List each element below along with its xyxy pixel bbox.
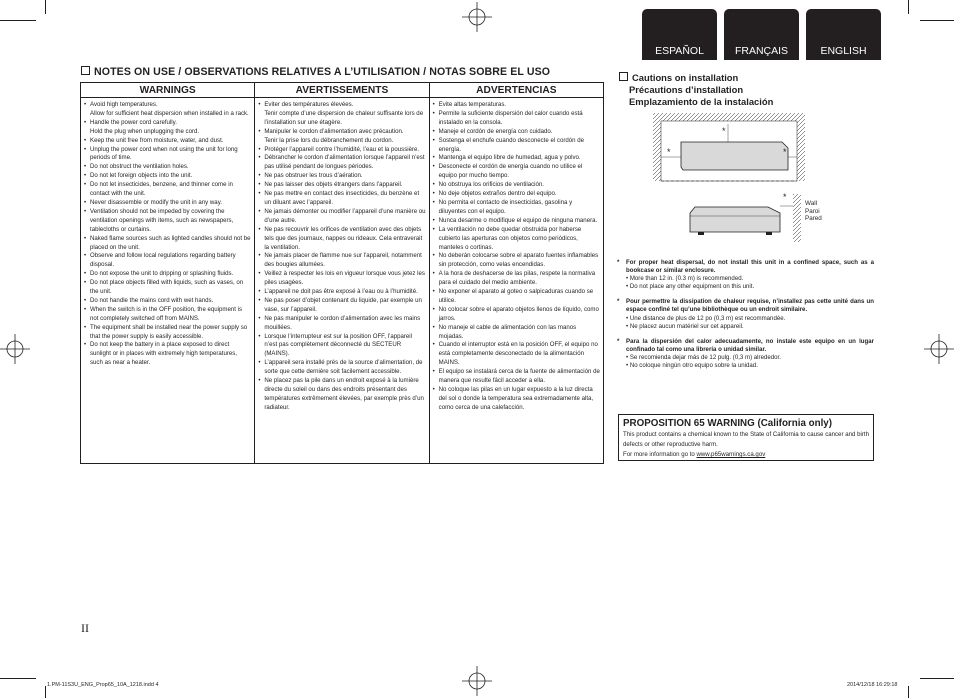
enclosure-wall [797,113,805,181]
list-item: • Cuando el interruptor está en la posición OFF, el equipo no está completamente desconectado de la alimentación MAINS. [433,341,600,368]
list-item: • Never disassemble or modify the unit in any way. [84,199,251,208]
installation-note-list [617,354,874,370]
tab-label: FRANÇAIS [734,45,789,57]
installation-notes [617,259,874,377]
enclosure-wall [653,113,661,181]
list-item: • Do not keep the battery in a place exposed to direct sunlight or in places with extremely high temperatures, such as near a heater. [84,341,251,368]
list-item: • Veillez à respecter les lois en vigueur lorsque vous jetez les piles usagées. [258,270,425,288]
list-item: • No obstruya los orificios de ventilación. [433,181,600,190]
list-item: • Permite la suficiente dispersión del calor cuando está instalado en la consola. [433,110,600,128]
list-item: • Sostenga el enchufe cuando desconecte el cordón de energía. [433,137,600,155]
avertissements-list [258,101,425,413]
advertencias-list [433,101,600,413]
checkbox-bullet-icon [81,66,90,75]
crop-mark [908,686,909,698]
list-item: • Do not handle the mains cord with wet hands. [84,297,251,306]
list-item: • No permita el contacto de insecticidas, gasolina y diluyentes con el equipo. [433,199,600,217]
list-item: • Se recomienda dejar más de 12 pulg. (0,3 m) alrededor. [626,354,874,362]
list-item: • Handle the power cord carefully. [84,119,251,128]
list-item: • Ne pas obstruer les trous d’aération. [258,172,425,181]
crop-mark [0,20,36,21]
list-item: • More than 12 in. (0.3 m) is recommended. [626,275,874,283]
tab-label: ESPAÑOL [655,45,704,57]
wall-labels [805,200,822,223]
list-item: • Desconecte el cordón de energía cuando no utilice el equipo por mucho tiempo. [433,163,600,181]
warnings-column [81,98,255,464]
installation-note-list [617,275,874,291]
list-item: • A la hora de deshacerse de las pilas, respete la normativa para el cuidado del medio ambiente. [433,270,600,288]
list-item: • Ne pas mettre en contact des insecticides, du benzène et un diluant avec l’appareil. [258,190,425,208]
prop65-link[interactable]: www.p65warnings.ca.gov [696,450,766,458]
crop-mark [920,20,954,21]
prop65-more-info: For more information go to [623,450,697,458]
list-item: • Do not obstruct the ventilation holes. [84,163,251,172]
list-item: • Avoid high temperatures. [84,101,251,110]
wall-label-es: Pared [805,215,822,222]
cautions-title-en: Cautions on installation [632,72,739,83]
notes-table [80,82,604,464]
clearance-asterisk: * [783,147,787,157]
note-lead-text: Pour permettre la dissipation de chaleur requise, n’installez pas cette unité dans un espace confiné tel qu’une bibliothèque ou un endroit similaire. [626,298,874,314]
tab-label: ENGLISH [820,45,867,57]
installation-note-list [617,315,874,331]
registration-mark-icon [462,2,492,32]
wall-label-en: Wall [805,200,818,207]
list-item: • No maneje el cable de alimentación con las manos mojadas. [433,324,600,342]
list-item: • L’appareil ne doit pas être exposé à l’eau ou à l’humidité. [258,288,425,297]
installation-note-lead [617,338,874,354]
list-item: Tenir la prise lors du débranchement du cordon. [264,136,394,144]
list-item: • Do not place any other equipment on this unit. [626,283,874,291]
avertissements-header: AVERTISSEMENTS [255,83,429,98]
registration-mark-icon [924,334,954,364]
crop-mark [45,0,46,14]
section-heading-text: NOTES ON USE / OBSERVATIONS RELATIVES A L’UTILISATION / NOTAS SOBRE EL USO [94,66,551,78]
page-number: II [81,621,89,635]
note-asterisk: * [617,298,620,306]
footer-timestamp: 2014/12/18 16:29:18 [847,682,898,688]
clearance-asterisk: * [667,147,671,157]
cautions-title-es: Emplazamiento de la instalación [629,96,774,107]
list-item: • Keep the unit free from moisture, water, and dust. [84,137,251,146]
list-item: • Ne pas poser d’objet contenant du liquide, par exemple un vase, sur l’appareil. [258,297,425,315]
list-item: • The equipment shall be installed near the power supply so that the power supply is easily accessible. [84,324,251,342]
warnings-list [84,101,251,368]
installation-note-lead [617,298,874,314]
list-item: • Eviter des températures élevées. [258,101,425,110]
installation-diagram [640,112,810,248]
language-tabs [642,9,881,60]
list-item: • Do not let foreign objects into the unit. [84,172,251,181]
cautions-title [619,72,773,108]
list-item: • Evite altas temperaturas. [433,101,600,110]
list-item: • L’appareil sera installé près de la source d’alimentation, de sorte que cette dernière soit facilement accessible. [258,359,425,377]
tab-espanol[interactable] [642,9,717,60]
list-item: • No deje objetos extraños dentro del equipo. [433,190,600,199]
clearance-asterisk: * [783,192,787,202]
list-item: • Protéger l’appareil contre l’humidité, l’eau et la poussière. [258,146,425,155]
enclosure-wall [653,113,805,121]
list-item: • Observe and follow local regulations regarding battery disposal. [84,252,251,270]
list-item: • Do not let insecticides, benzene, and thinner come in contact with the unit. [84,181,251,199]
list-item: • Ne pas manipuler le cordon d’alimentation avec les mains mouillées. [258,315,425,333]
list-item: • Unplug the power cord when not using the unit for long periods of time. [84,146,251,164]
wall-side-view [793,194,801,242]
list-item: • Do not expose the unit to dripping or splashing fluids. [84,270,251,279]
list-item: • Ne jamais placer de flamme nue sur l’appareil, notamment des bougies allumées. [258,252,425,270]
unit-top-view [681,142,788,170]
list-item: • Ne placez pas la pile dans un endroit exposé à la lumière directe du soleil ou dans des endroits présentant des températures extrêmement élevées, par exemple près d’un radiateur. [258,377,425,413]
crop-mark [920,678,954,679]
tab-francais[interactable] [724,9,799,60]
list-item: • Nunca desarme o modifique el equipo de ninguna manera. [433,217,600,226]
list-item: • Manipuler le cordon d’alimentation avec précaution. [258,128,425,137]
list-item: • No deberán colocarse sobre el aparato fuentes inflamables sin protección, como velas encendidas. [433,252,600,270]
crop-mark [45,686,46,698]
warnings-header: WARNINGS [81,83,255,98]
registration-mark-icon [0,334,30,364]
list-item: • Do not place objects filled with liquids, such as vases, on the unit. [84,279,251,297]
list-item: • No coloque ningún otro equipo sobre la unidad. [626,362,874,370]
list-item: • Ventilation should not be impeded by covering the ventilation openings with items, such as newspapers, tablecloths or curtains. [84,208,251,235]
checkbox-bullet-icon [619,72,628,81]
wall-label-fr: Paroi [805,207,820,215]
list-item: • Une distance de plus de 12 po (0,3 m) est recommandée. [626,315,874,323]
list-item: Hold the plug when unplugging the cord. [90,127,200,135]
list-item: Tenir compte d’une dispersion de chaleur suffisante lors de l’installation sur une étagère. [264,109,424,126]
list-item: • El equipo se instalará cerca de la fuente de alimentación de manera que resulte fácil acceder a ella. [433,368,600,386]
tab-english[interactable] [806,9,881,60]
list-item: • Ne placez aucun matériel sur cet appareil. [626,323,874,331]
list-item: • No colocar sobre el aparato objetos llenos de líquido, como jarros. [433,306,600,324]
note-asterisk: * [617,337,620,345]
list-item: • Ne pas recouvrir les orifices de ventilation avec des objets tels que des journaux, nappes ou rideaux. Cela entraverait la ventilation. [258,226,425,253]
note-lead-text: For proper heat dispersal, do not install this unit in a confined space, such as a bookcase or similar enclosure. [626,259,874,275]
list-item: • No exponer el aparato al goteo o salpicaduras cuando se utilice. [433,288,600,306]
installation-note-lead [617,259,874,275]
advertencias-column [429,98,603,464]
list-item: • Maneje el cordón de energía con cuidado. [433,128,600,137]
crop-mark [0,678,36,679]
list-item: • When the switch is in the OFF position, the equipment is not completely switched off from MAINS. [84,306,251,324]
clearance-asterisk: * [722,126,726,136]
unit-side-view [690,207,780,232]
registration-mark-icon [462,666,492,696]
section-heading [81,66,550,78]
note-lead-text: Para la dispersión del calor adecuadamente, no instale este equipo en un lugar confinado tal como una librería o unidad similar. [626,337,874,353]
list-item: • Débrancher le cordon d’alimentation lorsque l’appareil n’est pas utilisé pendant de longues périodes. [258,154,425,172]
cautions-title-fr: Précautions d’installation [629,84,744,95]
footer-file-name: 1.PM-11S3U_ENG_Prop65_10A_1218.indd 4 [47,682,159,688]
advertencias-header: ADVERTENCIAS [429,83,603,98]
list-item: • Naked flame sources such as lighted candles should not be placed on the unit. [84,235,251,253]
prop65-text [623,430,869,460]
prop65-body: This product contains a chemical known to the State of California to cause cancer and birth defects or other reproductive harm. [623,431,869,448]
list-item: • No coloque las pilas en un lugar expuesto a la luz directa del sol o donde la temperatura sea extremadamente alta, como cerca de una calefacción. [433,386,600,413]
list-item: • Ne pas laisser des objets étrangers dans l’appareil. [258,181,425,190]
avertissements-column [255,98,429,464]
note-asterisk: * [617,259,620,266]
list-item: • Lorsque l’interrupteur est sur la position OFF, l’appareil n’est pas complètement déconnecté du SECTEUR (MAINS). [258,333,425,360]
list-item: • La ventilación no debe quedar obstruida por haberse cubierto las aperturas con objetos como periódicos, manteles o cortinas. [433,226,600,253]
list-item: • Ne jamais démonter ou modifier l’appareil d’une manière ou d’une autre. [258,208,425,226]
prop65-warning-box [618,414,874,461]
crop-mark [908,0,909,14]
list-item: • Mantenga el equipo libre de humedad, agua y polvo. [433,154,600,163]
list-item: Allow for sufficient heat dispersion when installed in a rack. [90,109,249,117]
prop65-title: PROPOSITION 65 WARNING (California only) [623,418,833,429]
